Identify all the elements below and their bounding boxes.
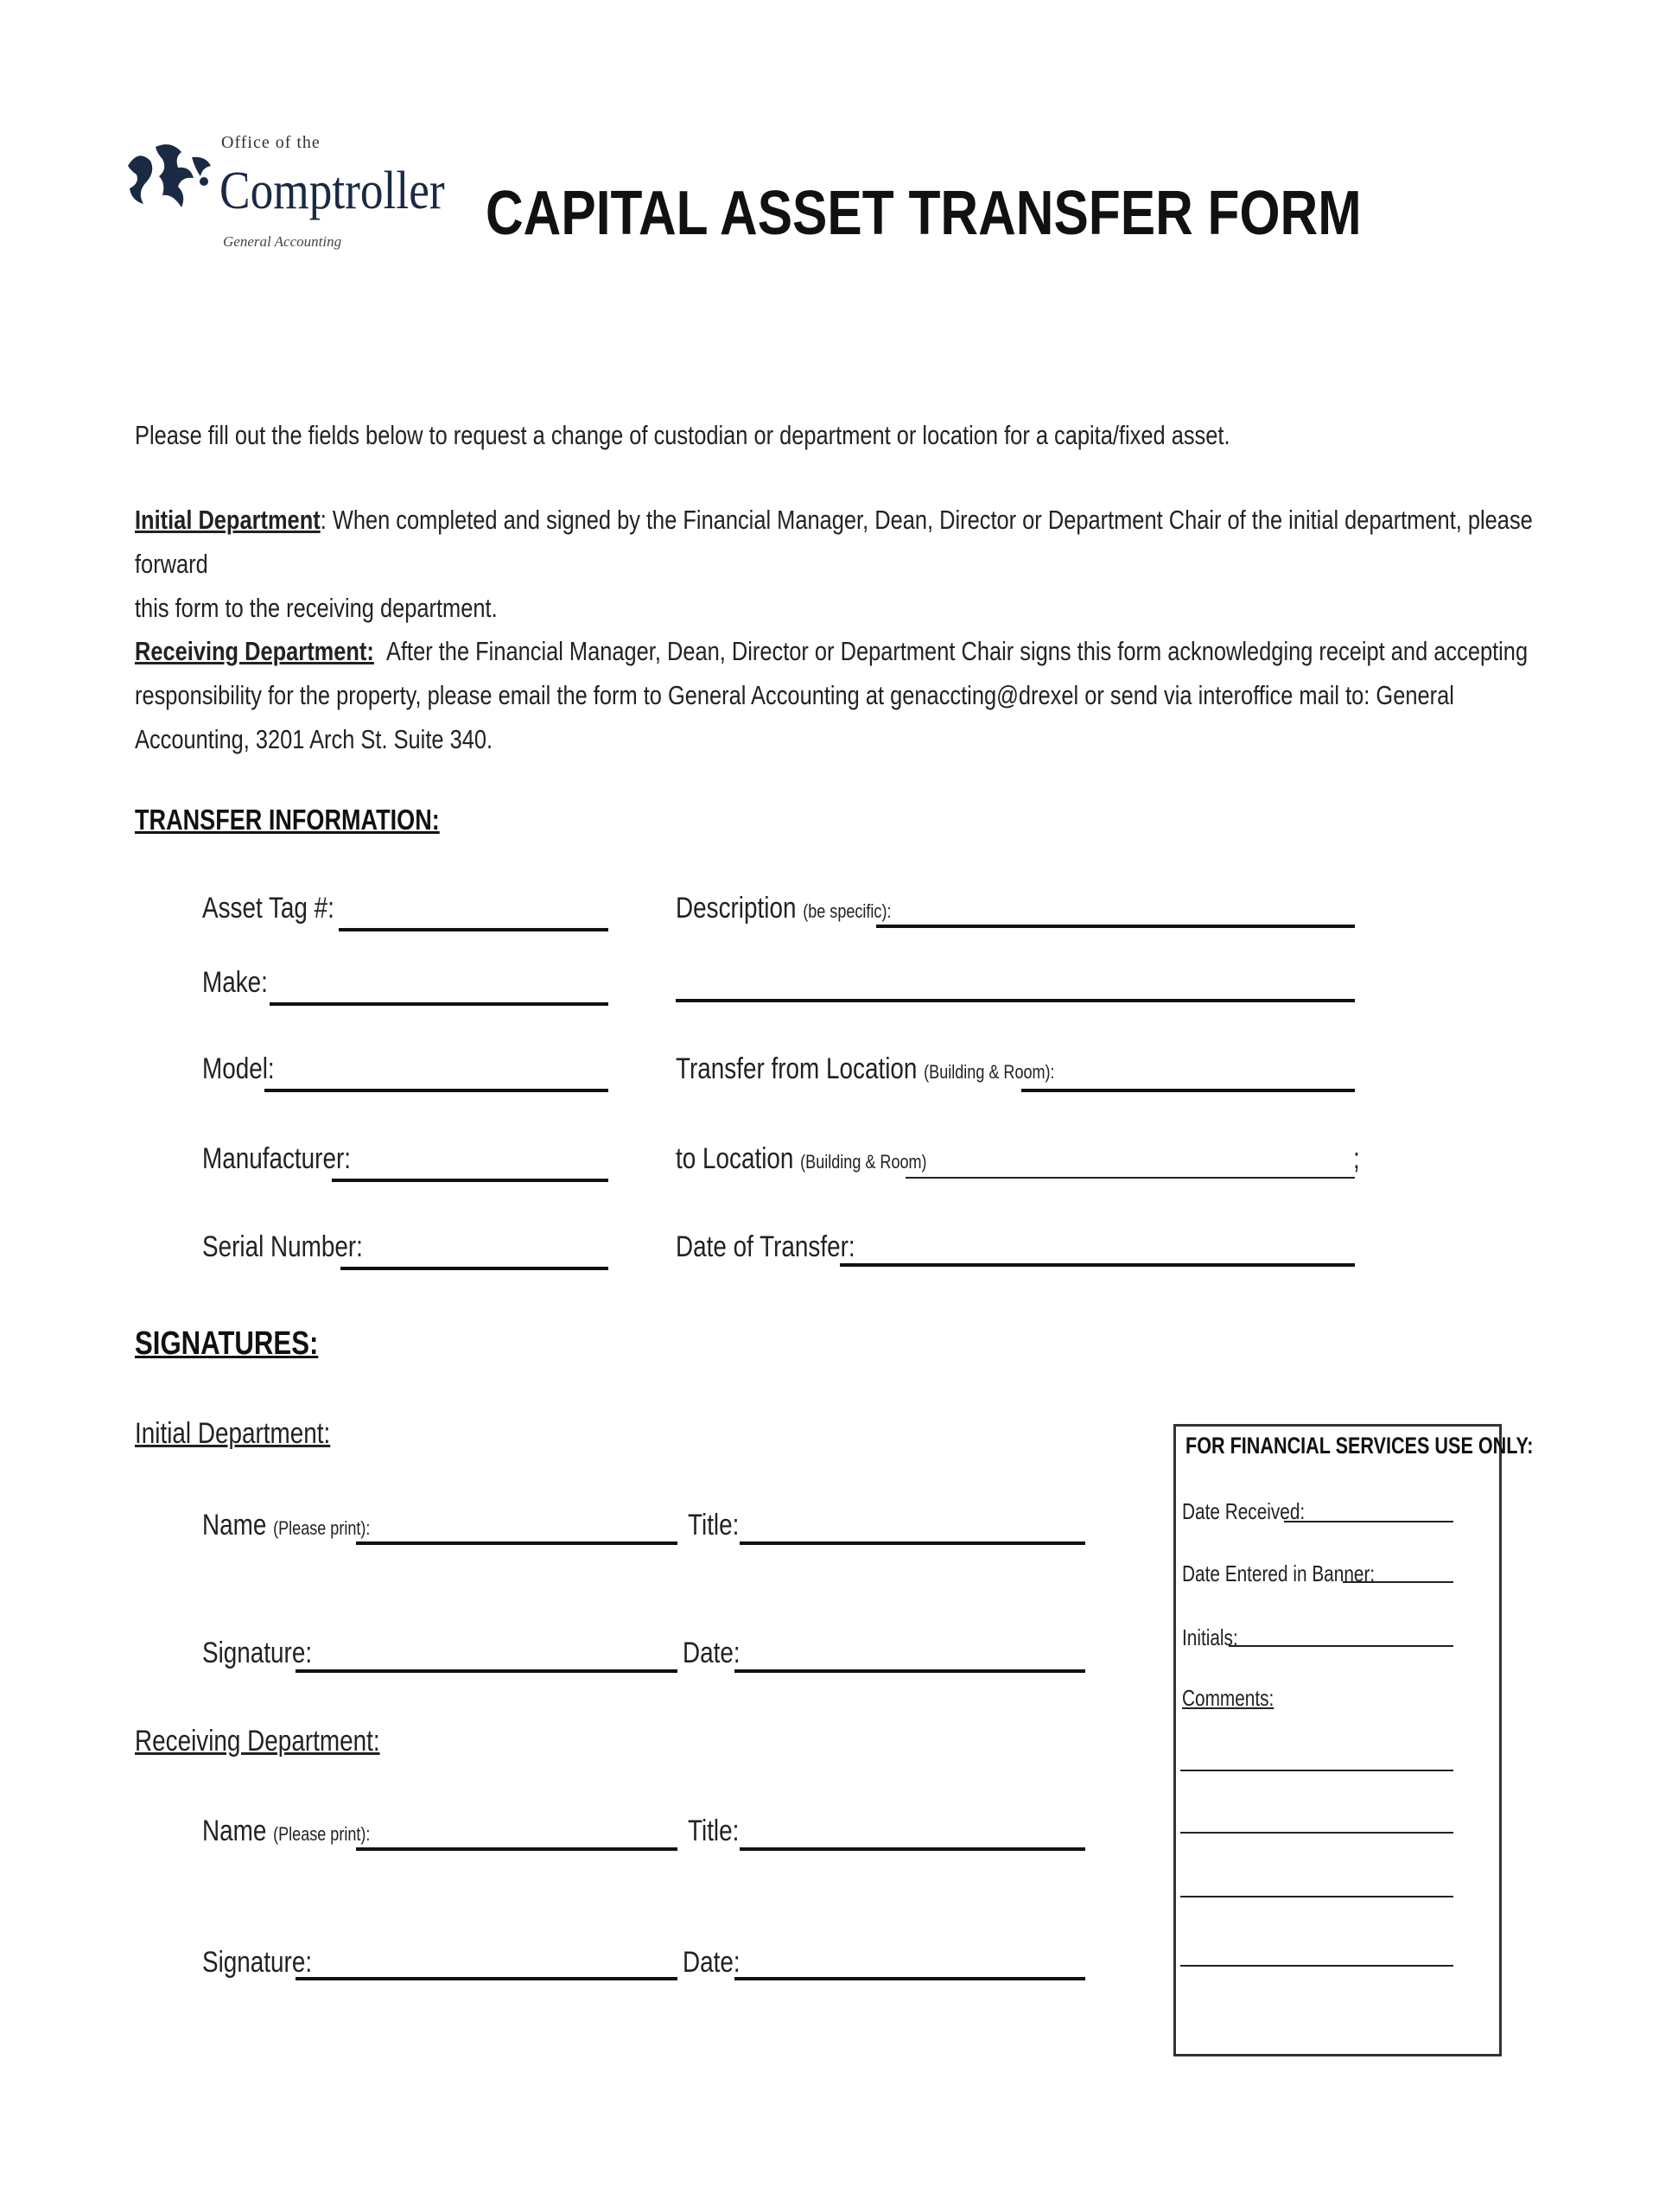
logo-office-text: Office of the	[221, 133, 321, 152]
initial-date-label: Date:	[683, 1637, 741, 1669]
initial-date-field[interactable]	[734, 1669, 1085, 1673]
date-entered-field[interactable]	[1343, 1581, 1453, 1583]
initial-signature-field[interactable]	[296, 1669, 677, 1673]
date-received-field[interactable]	[1284, 1521, 1453, 1522]
to-location-end: ;	[1353, 1142, 1360, 1175]
asset-tag-label: Asset Tag #:	[202, 892, 334, 925]
asset-tag-field[interactable]	[339, 928, 608, 931]
receiving-dept-paragraph	[135, 629, 1552, 761]
receiving-date-field[interactable]	[734, 1977, 1085, 1980]
from-location-label	[676, 1052, 1055, 1086]
description-note: (be specific):	[803, 900, 892, 922]
initial-dept-text: : When completed and signed by the Financial Manager, Dean, Director or Department Chair of the initial department, please forward	[135, 505, 1533, 579]
receiving-signature-field[interactable]	[296, 1977, 677, 1980]
to-location-label	[676, 1142, 927, 1176]
initial-dept-sig-label: Initial Department:	[135, 1417, 331, 1450]
receiving-name-label-text: Name	[202, 1815, 267, 1847]
serial-number-field[interactable]	[340, 1267, 608, 1270]
initial-dept-paragraph	[135, 498, 1552, 630]
receiving-date-label: Date:	[683, 1946, 741, 1979]
from-location-label-text: Transfer from Location	[676, 1052, 918, 1085]
receiving-title-field[interactable]	[740, 1847, 1085, 1851]
dragon-logo-icon	[121, 131, 218, 228]
transfer-info-heading: TRANSFER INFORMATION:	[135, 804, 440, 836]
date-entered-label: Date Entered in Banner:	[1182, 1560, 1376, 1586]
to-location-label-text: to Location	[676, 1142, 794, 1175]
description-label-text: Description	[676, 892, 797, 925]
manufacturer-field[interactable]	[332, 1179, 608, 1182]
description-field[interactable]	[876, 925, 1355, 928]
signatures-heading: SIGNATURES:	[135, 1325, 319, 1362]
initial-name-field[interactable]	[356, 1541, 677, 1545]
description-field-2[interactable]	[676, 999, 1355, 1002]
receiving-title-label: Title:	[688, 1815, 740, 1847]
make-label: Make:	[202, 966, 268, 999]
description-label	[676, 892, 891, 925]
date-of-transfer-label: Date of Transfer:	[676, 1230, 855, 1263]
initial-dept-label: Initial Department	[135, 505, 321, 535]
comments-line-3[interactable]	[1180, 1896, 1453, 1897]
receiving-dept-text: After the Financial Manager, Dean, Director or Department Chair signs this form acknowledging receipt and accepting	[385, 636, 1529, 666]
comments-line-4[interactable]	[1180, 1965, 1453, 1967]
model-field[interactable]	[264, 1089, 608, 1092]
receiving-name-field[interactable]	[356, 1847, 677, 1851]
from-location-note: (Building & Room):	[924, 1061, 1055, 1083]
comments-line-2[interactable]	[1180, 1832, 1453, 1834]
initial-name-label	[202, 1509, 370, 1542]
logo-subtitle: General Accounting	[223, 233, 342, 250]
date-received-label: Date Received:	[1182, 1498, 1306, 1524]
financial-services-heading: FOR FINANCIAL SERVICES USE ONLY:	[1185, 1433, 1534, 1459]
serial-number-label: Serial Number:	[202, 1230, 363, 1263]
initial-signature-label: Signature:	[202, 1637, 313, 1669]
receiving-dept-label: Receiving Department:	[135, 636, 374, 666]
to-location-field[interactable]	[906, 1177, 1355, 1179]
receiving-dept-sig-label: Receiving Department:	[135, 1725, 380, 1758]
intro-line: Please fill out the fields below to request a change of custodian or department or location for a capita/fixed asset.	[135, 420, 1230, 450]
initials-label: Initials:	[1182, 1624, 1238, 1650]
initial-title-label: Title:	[688, 1509, 740, 1541]
logo-org-name: Comptroller	[219, 162, 445, 220]
receiving-name-note: (Please print):	[273, 1823, 371, 1845]
initial-name-note: (Please print):	[273, 1517, 371, 1539]
model-label: Model:	[202, 1052, 275, 1085]
initials-field[interactable]	[1229, 1645, 1453, 1647]
receiving-signature-label: Signature:	[202, 1946, 313, 1979]
form-title: CAPITAL ASSET TRANSFER FORM	[486, 179, 1362, 248]
receiving-dept-text-3: Accounting, 3201 Arch St. Suite 340.	[135, 724, 493, 754]
initial-name-label-text: Name	[202, 1509, 267, 1541]
comments-label: Comments:	[1182, 1685, 1274, 1711]
initial-dept-text-2: this form to the receiving department.	[135, 593, 498, 623]
make-field[interactable]	[270, 1002, 608, 1006]
comments-line-1[interactable]	[1180, 1770, 1453, 1771]
receiving-dept-text-2: responsibility for the property, please email the form to General Accounting at genaccting@drexel or send via interoffice mail to: General	[135, 680, 1454, 710]
manufacturer-label: Manufacturer:	[202, 1142, 352, 1175]
to-location-note: (Building & Room)	[800, 1151, 927, 1173]
from-location-field[interactable]	[1021, 1089, 1355, 1092]
initial-title-field[interactable]	[740, 1541, 1085, 1545]
receiving-name-label	[202, 1815, 370, 1848]
date-of-transfer-field[interactable]	[840, 1263, 1355, 1267]
